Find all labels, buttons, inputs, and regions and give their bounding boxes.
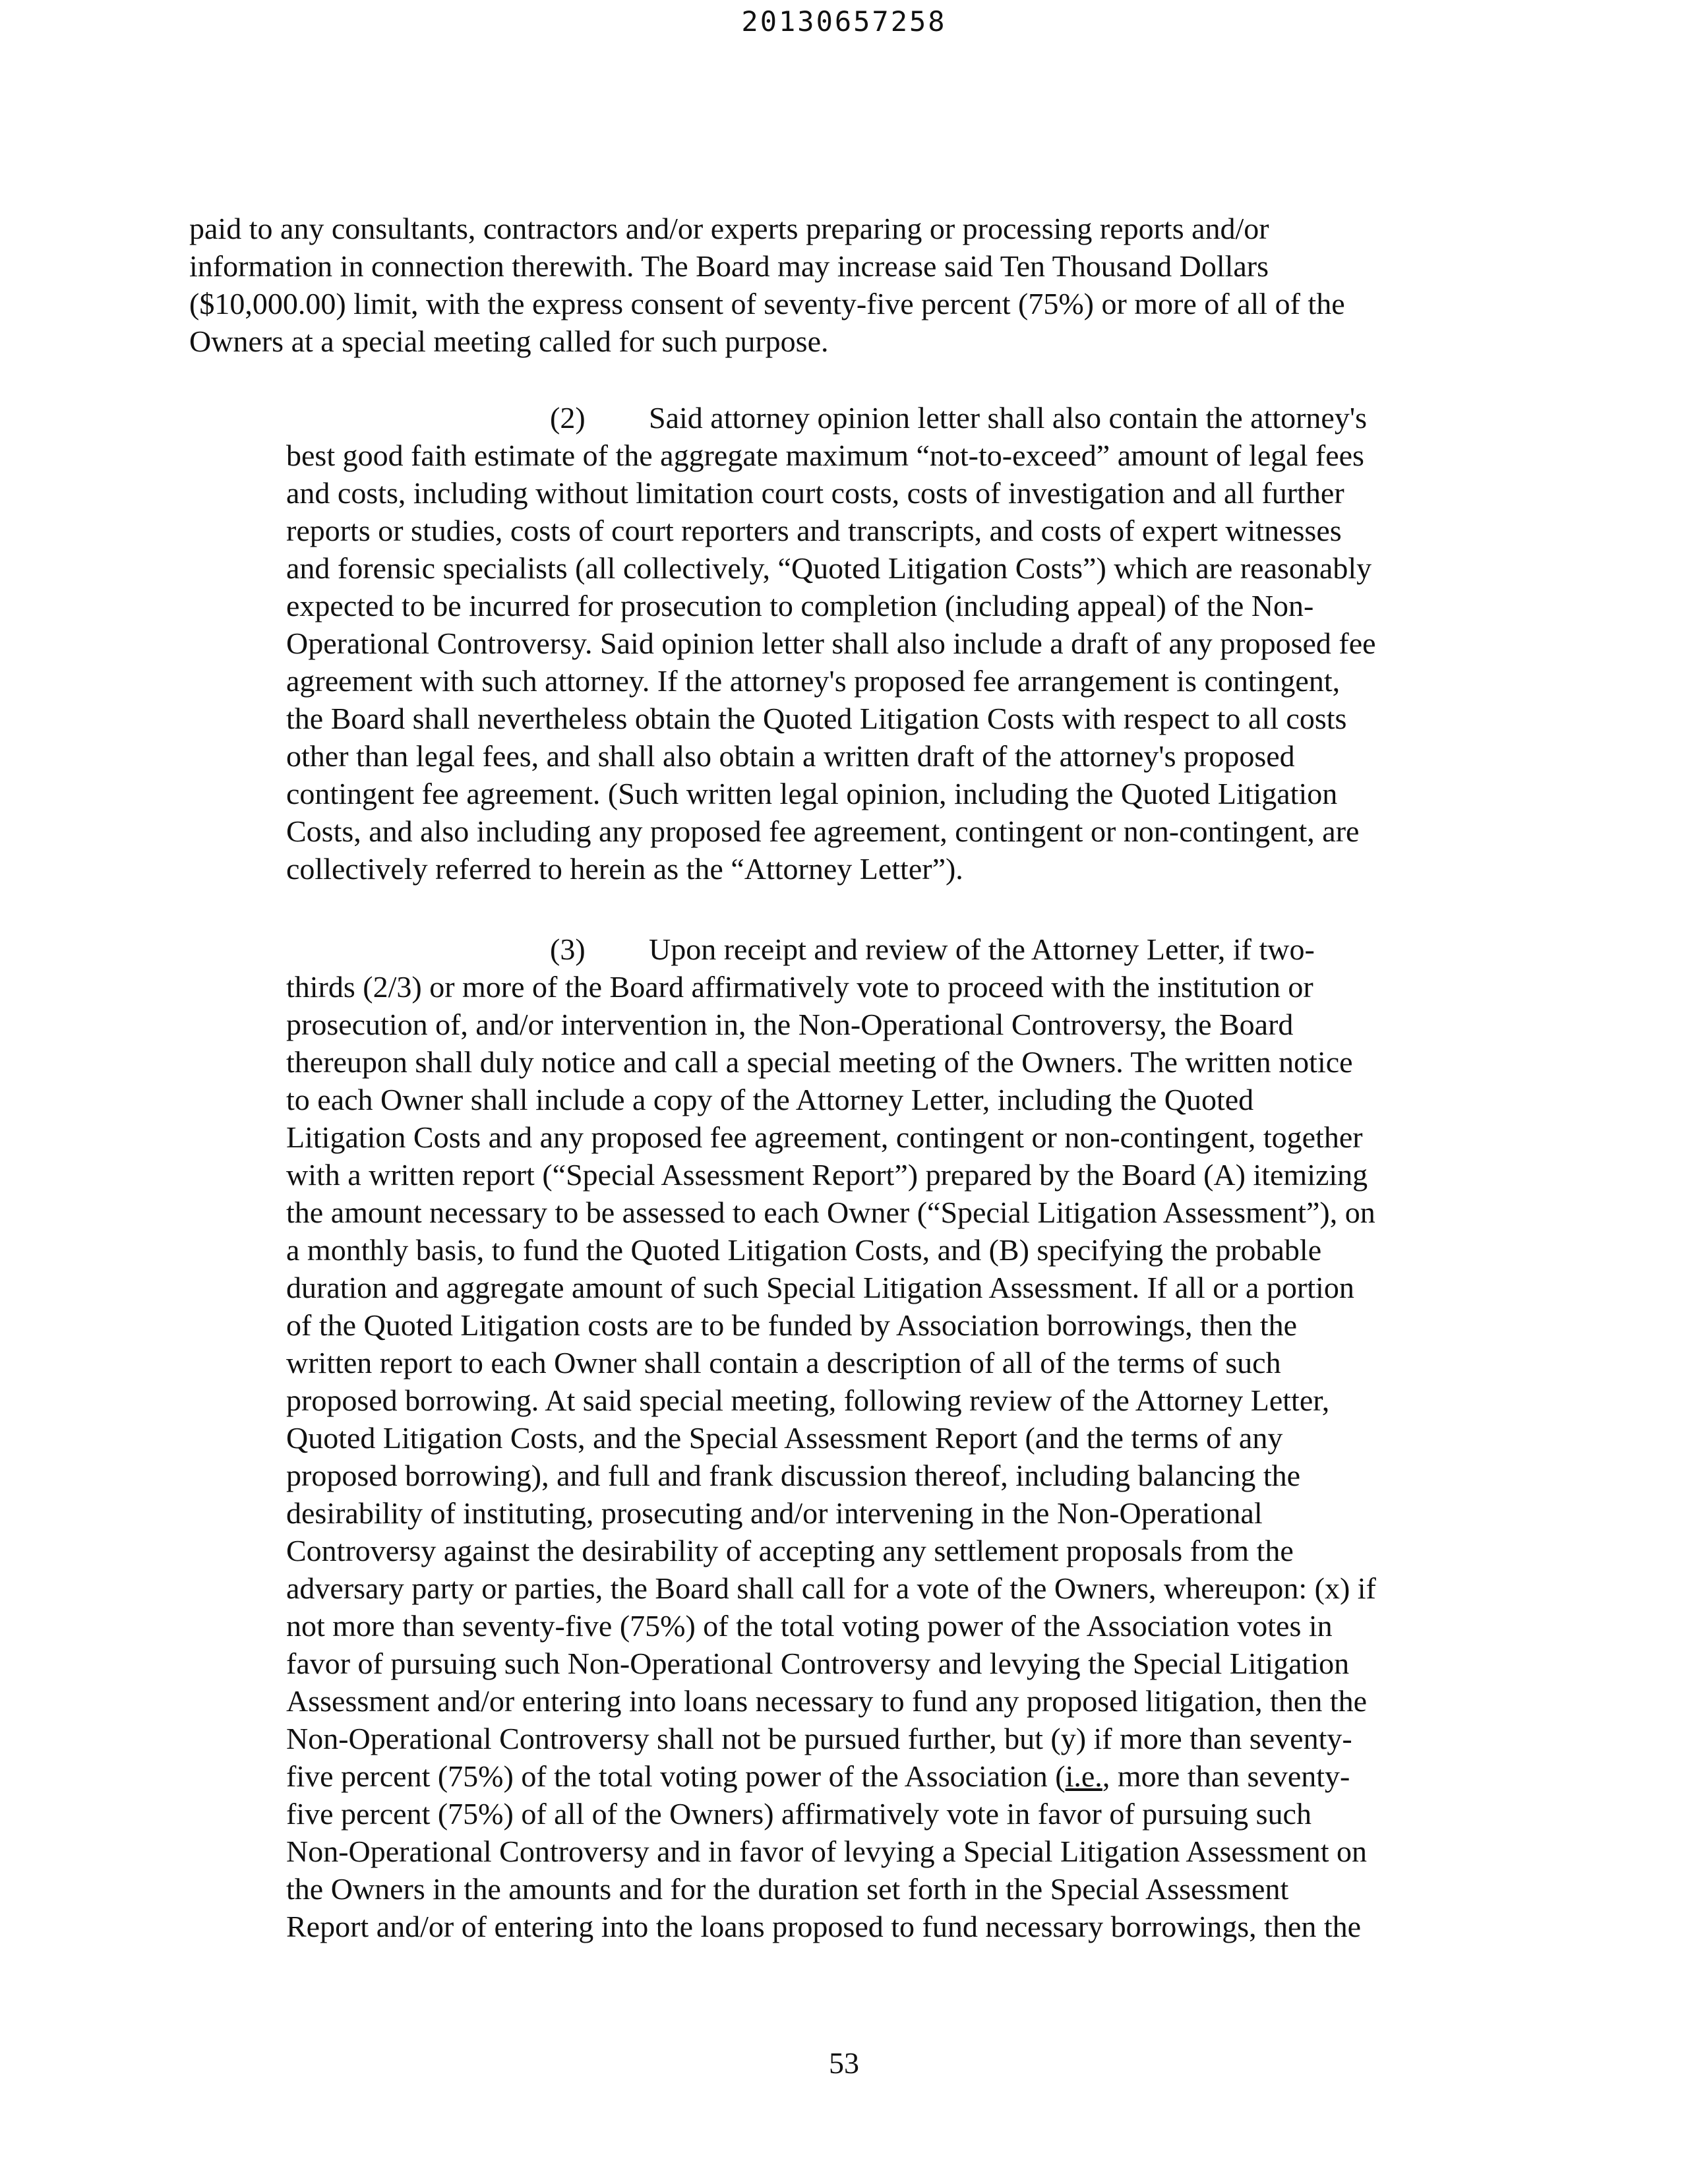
- ie-abbreviation: i.e.: [1065, 1759, 1102, 1793]
- text-line: contingent fee agreement. (Such written legal opinion, including the Quoted Litigation: [286, 777, 1338, 810]
- text-line: the Owners in the amounts and for the duration set forth in the Special Assessment: [286, 1872, 1289, 1906]
- text-line: best good faith estimate of the aggregate maximum “not-to-exceed” amount of legal fees: [286, 439, 1364, 472]
- text-line: Litigation Costs and any proposed fee agreement, contingent or non-contingent, together: [286, 1120, 1363, 1154]
- text-fragment: , more than seventy-: [1102, 1759, 1350, 1793]
- text-line: a monthly basis, to fund the Quoted Litigation Costs, and (B) specifying the probable: [286, 1233, 1322, 1267]
- text-line: collectively referred to herein as the “Attorney Letter”).: [286, 852, 963, 886]
- text-line: the amount necessary to be assessed to each Owner (“Special Litigation Assessment”), on: [286, 1196, 1375, 1229]
- text-line: thereupon shall duly notice and call a special meeting of the Owners. The written notice: [286, 1045, 1353, 1079]
- text-line: Said attorney opinion letter shall also contain the attorney's: [649, 401, 1368, 435]
- text-line: with a written report (“Special Assessment Report”) prepared by the Board (A) itemizing: [286, 1158, 1368, 1192]
- text-line: agreement with such attorney. If the attorney's proposed fee arrangement is contingent,: [286, 664, 1341, 698]
- text-line: Operational Controversy. Said opinion letter shall also include a draft of any proposed fee: [286, 626, 1376, 660]
- text-line: other than legal fees, and shall also obtain a written draft of the attorney's proposed: [286, 739, 1295, 773]
- paragraph-2: [286, 399, 1513, 888]
- text-line: of the Quoted Litigation costs are to be funded by Association borrowings, then the: [286, 1308, 1298, 1342]
- text-line: the Board shall nevertheless obtain the Quoted Litigation Costs with respect to all costs: [286, 702, 1347, 735]
- text-line: and costs, including without limitation court costs, costs of investigation and all further: [286, 476, 1344, 510]
- text-line: favor of pursuing such Non-Operational Controversy and levying the Special Litigation: [286, 1647, 1350, 1680]
- text-line: paid to any consultants, contractors and/or experts preparing or processing reports and/or: [189, 212, 1269, 245]
- paragraph-first-line: [286, 930, 1513, 968]
- text-line: Non-Operational Controversy and in favor of levying a Special Litigation Assessment on: [286, 1835, 1368, 1868]
- text-line: adversary party or parties, the Board shall call for a vote of the Owners, whereupon: (x) if: [286, 1571, 1376, 1605]
- text-line: not more than seventy-five (75%) of the total voting power of the Association votes in: [286, 1609, 1333, 1643]
- text-line: Owners at a special meeting called for such purpose.: [189, 324, 829, 358]
- text-line: Controversy against the desirability of accepting any settlement proposals from the: [286, 1534, 1294, 1567]
- text-line: expected to be incurred for prosecution to completion (including appeal) of the Non-: [286, 589, 1314, 622]
- text-line: Upon receipt and review of the Attorney Letter, if two-: [649, 932, 1315, 966]
- text-line: desirability of instituting, prosecuting and/or intervening in the Non-Operational: [286, 1496, 1263, 1530]
- text-line: proposed borrowing. At said special meeting, following review of the Attorney Letter,: [286, 1383, 1330, 1417]
- document-number: 20130657258: [741, 5, 947, 38]
- text-line-with-ie: [286, 1757, 1513, 1795]
- text-line: Non-Operational Controversy shall not be pursued further, but (y) if more than seventy-: [286, 1722, 1352, 1755]
- text-line: proposed borrowing), and full and frank discussion thereof, including balancing the: [286, 1459, 1301, 1492]
- text-fragment: five percent (75%) of the total voting power of the Association (: [286, 1759, 1066, 1793]
- paragraph-number: (2): [550, 401, 586, 435]
- page-number: 53: [829, 2046, 859, 2080]
- text-line: reports or studies, costs of court reporters and transcripts, and costs of expert witnesses: [286, 514, 1342, 547]
- text-line: to each Owner shall include a copy of the Attorney Letter, including the Quoted: [286, 1083, 1254, 1116]
- text-line: duration and aggregate amount of such Special Litigation Assessment. If all or a portion: [286, 1271, 1354, 1304]
- text-line: ($10,000.00) limit, with the express consent of seventy-five percent (75%) or more of all of the: [189, 287, 1345, 320]
- text-line: Quoted Litigation Costs, and the Special Assessment Report (and the terms of any: [286, 1421, 1283, 1455]
- paragraph-number: (3): [550, 932, 586, 966]
- text-line: information in connection therewith. The Board may increase said Ten Thousand Dollars: [189, 249, 1269, 283]
- paragraph-continuation: [189, 210, 1515, 360]
- text-line: Costs, and also including any proposed fee agreement, contingent or non-contingent, are: [286, 814, 1360, 848]
- text-line: and forensic specialists (all collectively, “Quoted Litigation Costs”) which are reasonably: [286, 551, 1372, 585]
- text-line: written report to each Owner shall contain a description of all of the terms of such: [286, 1346, 1281, 1380]
- text-line: prosecution of, and/or intervention in, the Non-Operational Controversy, the Board: [286, 1008, 1294, 1041]
- text-line: five percent (75%) of all of the Owners) affirmatively vote in favor of pursuing such: [286, 1797, 1311, 1831]
- paragraph-3: [286, 930, 1513, 1945]
- text-line: Assessment and/or entering into loans necessary to fund any proposed litigation, then the: [286, 1684, 1368, 1718]
- text-line: Report and/or of entering into the loans proposed to fund necessary borrowings, then the: [286, 1910, 1362, 1943]
- paragraph-first-line: [286, 399, 1513, 437]
- text-line: thirds (2/3) or more of the Board affirmatively vote to proceed with the institution or: [286, 970, 1313, 1004]
